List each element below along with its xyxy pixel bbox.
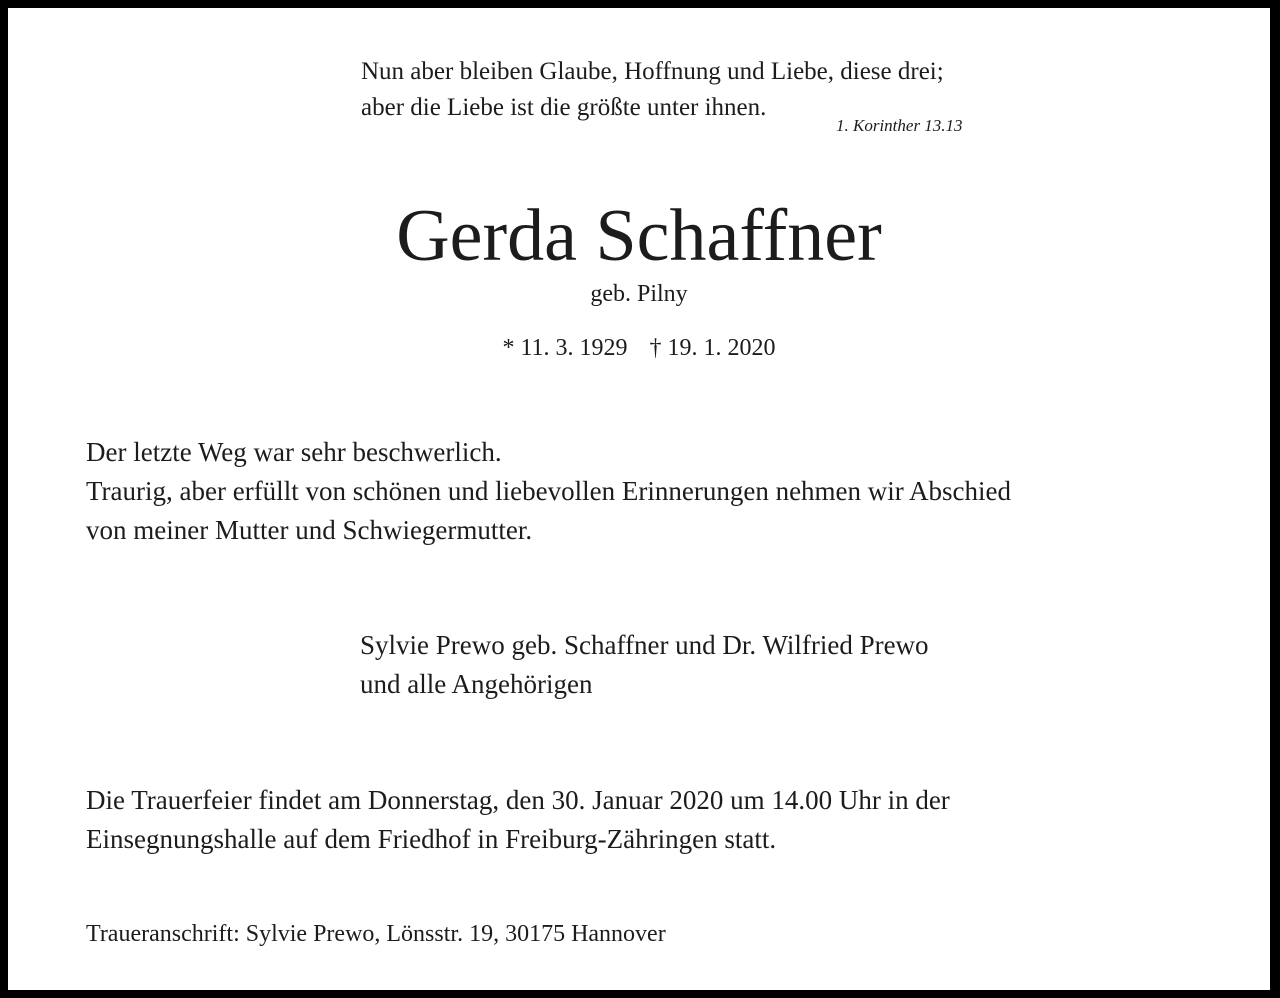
death-date: † 19. 1. 2020: [649, 335, 776, 361]
birth-date: * 11. 3. 1929: [502, 335, 628, 361]
farewell-message: [86, 433, 1011, 550]
verse-line-2: aber die Liebe ist die größte unter ihnen.: [361, 94, 767, 121]
message-line-3: von meiner Mutter und Schwiegermutter.: [86, 515, 533, 545]
mourners: [360, 626, 929, 704]
deceased-name: Gerda Schaffner: [396, 195, 882, 277]
verse-reference: 1. Korinther 13.13: [836, 116, 963, 135]
message-line-1: Der letzte Weg war sehr beschwerlich.: [86, 437, 502, 467]
obituary-notice: [8, 8, 1270, 990]
funeral-info: [86, 781, 950, 859]
funeral-line-1: Die Trauerfeier findet am Donnerstag, den 30. Januar 2020 um 14.00 Uhr in der: [86, 785, 950, 815]
life-dates: [8, 335, 1270, 362]
verse-line-1: Nun aber bleiben Glaube, Hoffnung und Liebe, diese drei;: [361, 58, 944, 85]
funeral-line-2: Einsegnungshalle auf dem Friedhof in Freiburg-Zähringen statt.: [86, 824, 777, 854]
maiden-name: geb. Pilny: [590, 281, 688, 307]
mourners-line-1: Sylvie Prewo geb. Schaffner und Dr. Wilfried Prewo: [360, 630, 929, 660]
message-line-2: Traurig, aber erfüllt von schönen und liebevollen Erinnerungen nehmen wir Abschied: [86, 476, 1012, 506]
mourners-line-2: und alle Angehörigen: [360, 669, 593, 699]
mourning-address: Traueranschrift: Sylvie Prewo, Lönsstr. 19, 30175 Hannover: [86, 921, 666, 947]
